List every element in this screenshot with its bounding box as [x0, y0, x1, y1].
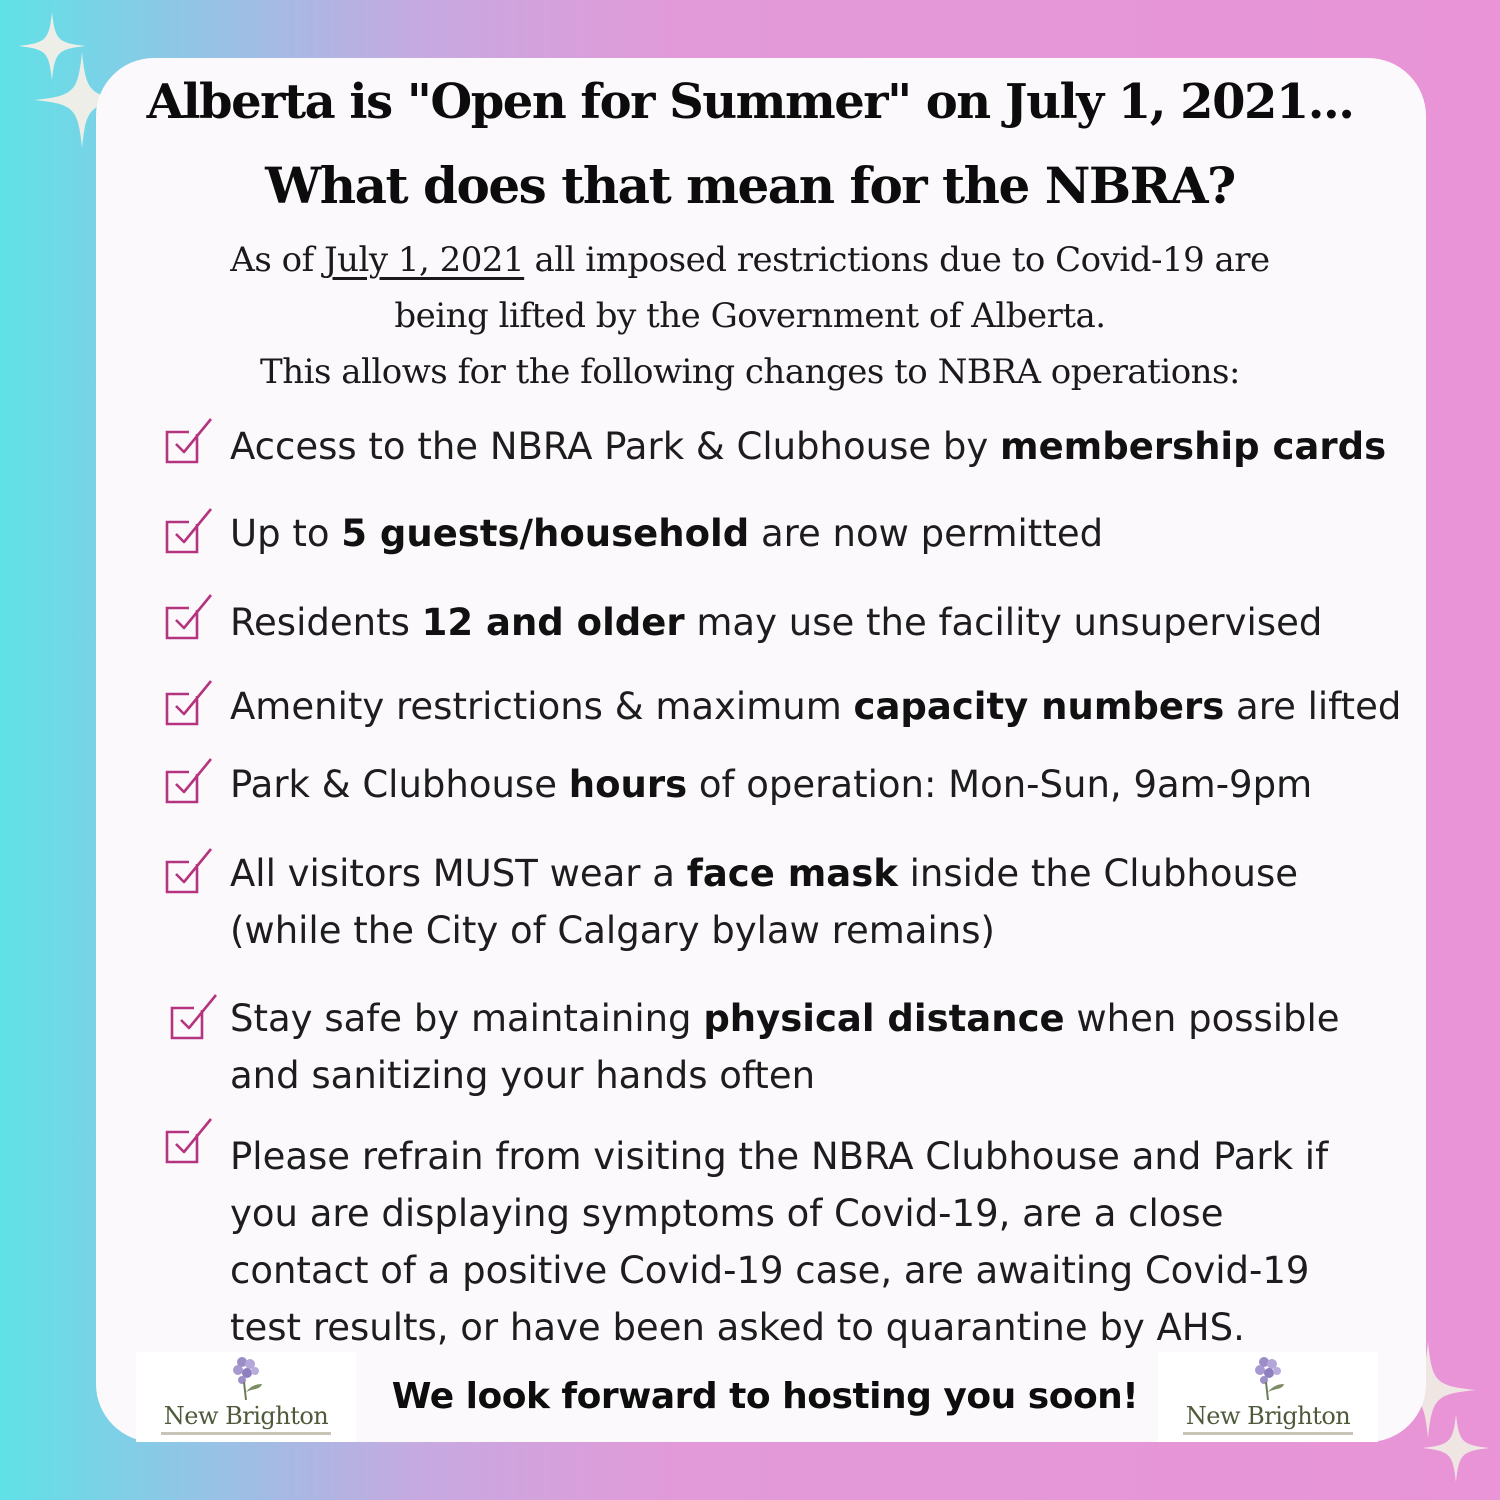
- list-item: [230, 678, 1450, 735]
- list-item: [230, 990, 1450, 1104]
- logo-tagline: [1183, 1432, 1353, 1435]
- emphasis-text: membership cards: [1000, 425, 1387, 468]
- intro-date: July 1, 2021: [323, 240, 525, 280]
- emphasis-text: hours: [568, 763, 688, 806]
- list-item-line: Amenity restrictions & maximum capacity numbers are lifted: [230, 685, 1402, 728]
- checkbox-checked-icon: [163, 506, 215, 558]
- new-brighton-logo-right: [1158, 1352, 1378, 1442]
- emphasis-text: capacity numbers: [853, 685, 1225, 728]
- sparkle-icon: [1418, 1410, 1494, 1486]
- list-item-line: Stay safe by maintaining physical distance when possible: [230, 997, 1340, 1040]
- list-item-line: Access to the NBRA Park & Clubhouse by membership cards: [230, 425, 1387, 468]
- list-item-line: and sanitizing your hands often: [230, 1054, 816, 1097]
- intro-line-2: being lifted by the Government of Alberta.: [394, 296, 1106, 336]
- list-item-line: All visitors MUST wear a face mask inside the Clubhouse: [230, 852, 1299, 895]
- list-item-line: (while the City of Calgary bylaw remains): [230, 909, 995, 952]
- checkbox-checked-icon: [163, 756, 215, 808]
- list-item: [230, 594, 1450, 651]
- list-item-line: Residents 12 and older may use the facility unsupervised: [230, 601, 1323, 644]
- closing-message: We look forward to hosting you soon!: [391, 1376, 1139, 1417]
- checkbox-checked-icon: [168, 992, 220, 1044]
- list-item: [230, 418, 1450, 475]
- lilac-flower-icon: [224, 1354, 268, 1402]
- emphasis-text: physical distance: [703, 997, 1065, 1040]
- logo-text: New Brighton: [163, 1402, 329, 1430]
- checkbox-checked-icon: [163, 416, 215, 468]
- list-item-line: Up to 5 guests/household are now permitted: [230, 512, 1104, 555]
- logo-tagline: [161, 1432, 331, 1435]
- checkbox-checked-icon: [163, 1116, 215, 1168]
- list-item-line: contact of a positive Covid-19 case, are awaiting Covid-19: [230, 1249, 1310, 1292]
- list-item-line: Park & Clubhouse hours of operation: Mon-Sun, 9am-9pm: [230, 763, 1313, 806]
- intro-line-3: This allows for the following changes to NBRA operations:: [260, 352, 1240, 392]
- emphasis-text: 12 and older: [421, 601, 685, 644]
- intro-line-1: As of July 1, 2021 all imposed restrictions due to Covid-19 are: [230, 240, 1270, 280]
- headline: Alberta is "Open for Summer" on July 1, 2021...: [146, 74, 1354, 130]
- checkbox-checked-icon: [163, 678, 215, 730]
- list-item-line: Please refrain from visiting the NBRA Clubhouse and Park if: [230, 1135, 1329, 1178]
- checkbox-checked-icon: [163, 592, 215, 644]
- emphasis-text: 5 guests/household: [341, 512, 750, 555]
- new-brighton-logo-left: [136, 1352, 356, 1442]
- list-item: [230, 756, 1450, 813]
- list-item: [230, 505, 1450, 562]
- list-item: [230, 1128, 1450, 1356]
- checkbox-checked-icon: [163, 846, 215, 898]
- list-item-line: test results, or have been asked to quarantine by AHS.: [230, 1306, 1245, 1349]
- list-item: [230, 845, 1450, 959]
- subheadline: What does that mean for the NBRA?: [265, 156, 1235, 215]
- lilac-flower-icon: [1246, 1354, 1290, 1402]
- list-item-line: you are displaying symptoms of Covid-19, are a close: [230, 1192, 1224, 1235]
- logo-text: New Brighton: [1185, 1402, 1351, 1430]
- emphasis-text: face mask: [686, 852, 898, 895]
